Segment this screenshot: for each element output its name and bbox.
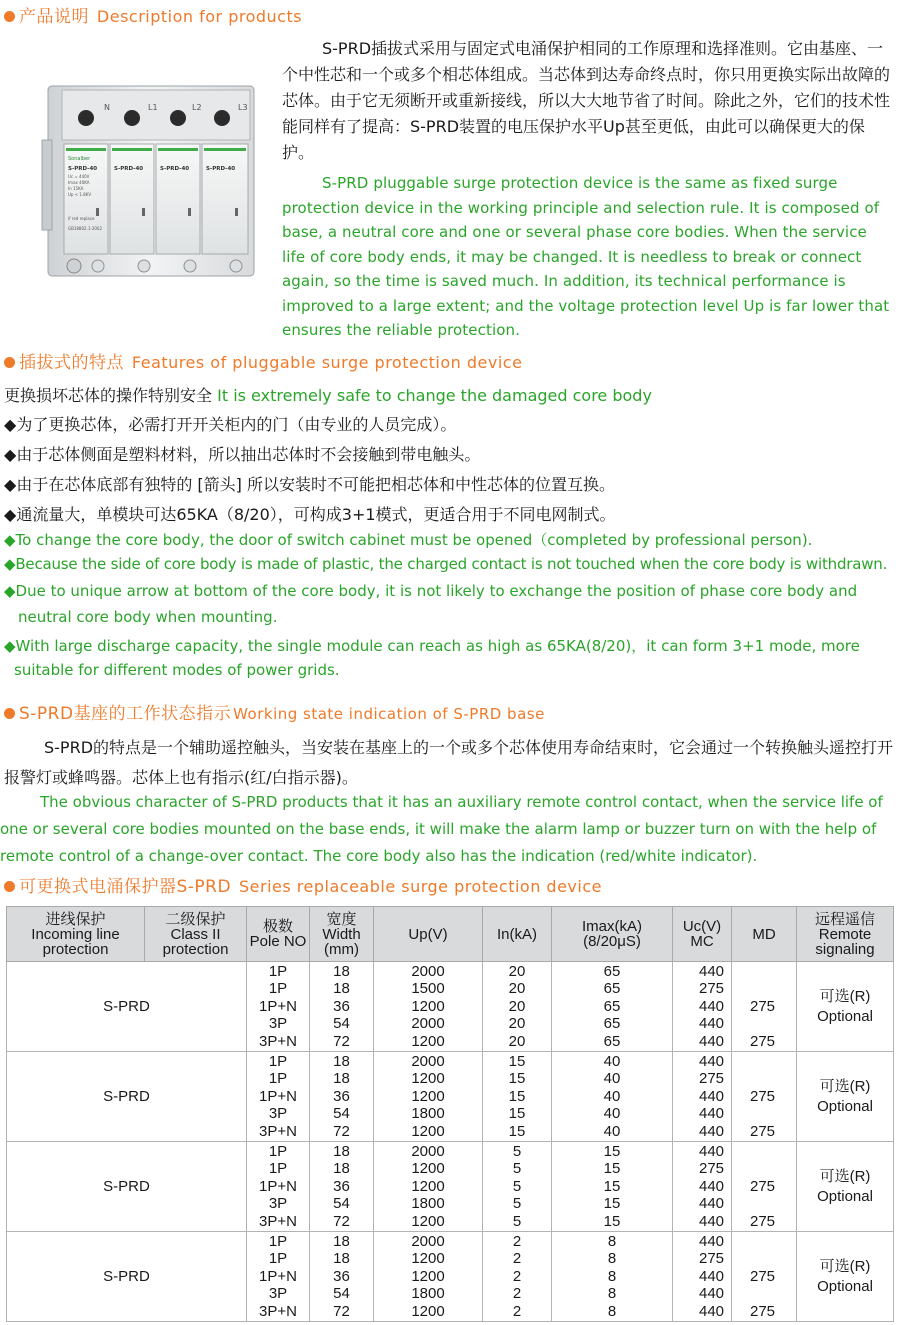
up-value: 1200 <box>411 1302 445 1320</box>
remote-cell <box>797 962 894 1052</box>
poles-value: 3P+N <box>259 1032 297 1050</box>
in-value: 20 <box>508 1015 526 1033</box>
poles-value: 1P+N <box>259 997 297 1015</box>
mc-value: 440 <box>699 1122 725 1140</box>
mc-value: 440 <box>699 1195 725 1213</box>
header-imax <box>552 907 673 962</box>
header-pole <box>247 907 310 962</box>
poles-value: 1P <box>268 962 288 980</box>
in-value: 5 <box>512 1212 522 1230</box>
imax-value: 8 <box>607 1232 617 1250</box>
in-cell <box>483 1232 552 1322</box>
poles-value: 1P <box>268 980 288 998</box>
mc-value: 440 <box>699 1285 725 1303</box>
terminal-n: N <box>104 103 110 112</box>
feature-zh-3-text: 由于在芯体底部有独特的 [箭头] 所以安装时不可能把相芯体和中性芯体的位置互换。 <box>16 475 615 494</box>
md-value: 275 <box>750 1032 776 1050</box>
description-en-content: S-PRD pluggable surge protection device is the same as fixed surge protection device in the working principle and selection rule. It is composed of base, a neutral core and one or several phase core bodies. When the service life of core body ends, it may be changed. It is needless to break or connect again, so the time is saved much. In addition, its technical performance is improved to a large extent; and the voltage protection level Up is far lower that ensures the reliable protection. <box>282 174 890 339</box>
imax-value: 65 <box>603 1032 621 1050</box>
mc-value: 440 <box>699 1302 725 1320</box>
poles-cell <box>247 1142 310 1232</box>
header-class2 <box>145 907 247 962</box>
product-name-cell: S-PRD <box>7 1232 247 1322</box>
mc-value: 440 <box>699 1232 725 1250</box>
working-state-en-content: The obvious character of S-PRD products that it has an auxiliary remote control contact, when the service life of one or several core bodies mounted on the base ends, it will make the alarm lamp or buzzer turn on with the help of remote control of a change-over contact. The core body also has the indication (red/white indicator). <box>0 793 883 865</box>
header-pole-zh: 极数 <box>262 918 293 935</box>
working-state-text-en <box>0 789 896 870</box>
md-value <box>732 1160 796 1178</box>
up-value: 1200 <box>411 1250 445 1268</box>
width-value: 36 <box>333 1267 350 1285</box>
md-value: 275 <box>750 1122 776 1140</box>
bullet-dot-icon <box>4 708 15 719</box>
feature-en-3-text: Due to unique arrow at bottom of the core body, it is not likely to exchange the position of phase core body and <box>15 582 858 600</box>
imax-value: 15 <box>603 1212 621 1230</box>
poles-value: 3P+N <box>259 1212 297 1230</box>
width-value: 36 <box>333 1177 350 1195</box>
up-value: 2000 <box>411 1142 445 1160</box>
poles-value: 3P <box>268 1195 288 1213</box>
width-value: 54 <box>333 1015 350 1033</box>
remote-zh: 可选(R) <box>819 1257 871 1275</box>
up-value: 2000 <box>411 962 445 980</box>
in-value: 15 <box>508 1122 526 1140</box>
up-value: 1800 <box>411 1105 445 1123</box>
width-cell <box>310 1232 374 1322</box>
width-value: 18 <box>333 980 350 998</box>
module-label-3: S-PRD-40 <box>160 166 190 172</box>
in-value: 5 <box>512 1160 522 1178</box>
remote-en: Optional <box>817 1097 873 1115</box>
header-width-en2: (mm) <box>324 940 359 958</box>
features-title-en: Features of pluggable surge protection device <box>131 353 523 372</box>
mc-value: 440 <box>699 997 725 1015</box>
mc-value: 275 <box>699 980 725 998</box>
features-subtitle-en: It is extremely safe to change the damaged core body <box>217 386 652 405</box>
md-value <box>732 1250 796 1268</box>
imax-value: 65 <box>603 980 621 998</box>
header-incoming-zh: 进线保护 <box>45 910 106 928</box>
up-cell <box>374 1052 483 1142</box>
imax-value: 40 <box>603 1087 621 1105</box>
imax-value: 15 <box>603 1142 621 1160</box>
diamond-bullet-icon: ◆ <box>4 582 16 600</box>
header-in: In(kA) <box>483 907 552 962</box>
md-value: 275 <box>750 1302 776 1320</box>
poles-value: 1P <box>268 1070 288 1088</box>
table-body <box>7 962 894 1322</box>
header-uc: Uc(V) <box>682 918 722 935</box>
width-value: 54 <box>333 1285 350 1303</box>
diamond-bullet-icon: ◆ <box>4 555 16 573</box>
width-value: 18 <box>333 1070 350 1088</box>
header-remote-en2: signaling <box>815 940 875 958</box>
up-value: 1200 <box>411 1032 445 1050</box>
feature-en-2 <box>4 555 887 573</box>
md-cell <box>732 1052 797 1142</box>
width-value: 36 <box>333 997 350 1015</box>
width-value: 54 <box>333 1195 350 1213</box>
md-value <box>732 1015 796 1033</box>
poles-value: 3P <box>268 1285 288 1303</box>
header-remote-en: Remote <box>818 925 872 943</box>
description-title-en: Description for products <box>96 7 303 26</box>
feature-en-3b <box>18 608 277 626</box>
description-zh-content: S-PRD插拔式采用与固定式电涌保护相同的工作原理和选择准则。它由基座、一个中性芯和一个或多个相芯体组成。当芯体到达寿命终点时，你只用更换实际出故障的芯体。由于它无须断开或重新接线，所以大大地节省了时间。除此之外，它们的技术性能同样有了提高：S-PRD装置的电压保护水平Up甚至更低，由此可以确保更大的保护。 <box>282 39 891 162</box>
header-class2-en2: protection <box>162 940 229 958</box>
in-cell <box>483 962 552 1052</box>
description-heading <box>4 2 302 27</box>
in-value: 20 <box>508 1032 526 1050</box>
up-value: 2000 <box>411 1015 445 1033</box>
poles-value: 3P <box>268 1105 288 1123</box>
feature-zh-2 <box>4 442 480 465</box>
md-value <box>732 963 796 981</box>
table-row <box>7 1142 894 1232</box>
header-width-en: Width <box>322 925 361 943</box>
bullet-dot-icon <box>4 11 15 22</box>
up-value: 1500 <box>411 980 445 998</box>
mc-value: 440 <box>699 1212 725 1230</box>
md-value <box>732 1195 796 1213</box>
diamond-bullet-icon: ◆ <box>4 637 16 655</box>
poles-value: 1P <box>268 1250 288 1268</box>
up-value: 1200 <box>411 1070 445 1088</box>
up-cell <box>374 1232 483 1322</box>
md-value <box>732 1285 796 1303</box>
table-row <box>7 962 894 1052</box>
header-pole-en: Pole NO <box>249 933 307 950</box>
md-value <box>732 1053 796 1071</box>
in-value: 20 <box>508 980 526 998</box>
header-incoming <box>7 907 145 962</box>
mc-cell <box>673 1142 732 1232</box>
header-mc: MC <box>690 933 714 950</box>
mc-value: 440 <box>699 1015 725 1033</box>
diamond-bullet-icon: ◆ <box>4 531 16 549</box>
in-value: 15 <box>508 1070 526 1088</box>
up-value: 1800 <box>411 1195 445 1213</box>
md-value <box>732 1233 796 1251</box>
spec-up: Up < 1.8KV <box>68 192 92 197</box>
up-value: 1200 <box>411 1087 445 1105</box>
in-value: 2 <box>512 1267 522 1285</box>
in-value: 5 <box>512 1177 522 1195</box>
module-label-2: S-PRD-40 <box>114 166 144 172</box>
in-value: 5 <box>512 1195 522 1213</box>
mc-value: 440 <box>699 1177 725 1195</box>
in-value: 2 <box>512 1302 522 1320</box>
up-cell <box>374 1142 483 1232</box>
in-value: 15 <box>508 1052 526 1070</box>
table-row <box>7 1052 894 1142</box>
up-cell <box>374 962 483 1052</box>
spec-table <box>6 906 894 1322</box>
up-value: 1200 <box>411 1160 445 1178</box>
in-value: 5 <box>512 1142 522 1160</box>
module-label-1: S-PRD-40 <box>68 166 98 172</box>
features-title-zh: 插拔式的特点 <box>19 353 124 373</box>
imax-value: 65 <box>603 962 621 980</box>
width-cell <box>310 1052 374 1142</box>
feature-zh-1 <box>4 412 456 435</box>
spec-in: In 15KA <box>68 186 84 191</box>
poles-cell <box>247 962 310 1052</box>
mc-value: 275 <box>699 1160 725 1178</box>
width-cell <box>310 1142 374 1232</box>
in-value: 20 <box>508 962 526 980</box>
feature-en-4 <box>4 635 860 656</box>
imax-value: 8 <box>607 1250 617 1268</box>
md-cell <box>732 962 797 1052</box>
md-value: 275 <box>750 1267 776 1285</box>
up-value: 2000 <box>411 1232 445 1250</box>
md-value: 275 <box>750 997 776 1015</box>
module-label-4: S-PRD-40 <box>206 166 236 172</box>
feature-zh-4-text: 通流量大，单模块可达65KA（8/20），可构成3+1模式，更适合用于不同电网制式。 <box>16 505 616 524</box>
imax-value: 40 <box>603 1052 621 1070</box>
header-uc-mc <box>673 907 732 962</box>
md-cell <box>732 1232 797 1322</box>
in-value: 2 <box>512 1250 522 1268</box>
md-value <box>732 980 796 998</box>
product-name-cell: S-PRD <box>7 1052 247 1142</box>
brand-label: Sonalber <box>68 156 91 162</box>
imax-value: 65 <box>603 997 621 1015</box>
product-name-cell: S-PRD <box>7 962 247 1052</box>
mc-value: 440 <box>699 1267 725 1285</box>
header-remote-zh: 远程遥信 <box>814 910 875 928</box>
poles-value: 1P+N <box>259 1267 297 1285</box>
table-title-zh: 可更换式电涌保护器S-PRD <box>19 877 232 897</box>
diamond-bullet-icon: ◆ <box>4 475 17 494</box>
header-md: MD <box>732 907 797 962</box>
width-value: 72 <box>333 1302 350 1320</box>
remote-zh: 可选(R) <box>819 1167 871 1185</box>
header-width <box>310 907 374 962</box>
in-value: 20 <box>508 997 526 1015</box>
feature-en-4-text: With large discharge capacity, the single module can reach as high as 65KA(8/20)，it can form 3+1 mode, more <box>15 637 860 655</box>
module-note: if red replace <box>68 216 95 221</box>
md-value <box>732 1070 796 1088</box>
md-value <box>732 1143 796 1161</box>
width-value: 18 <box>333 1142 350 1160</box>
imax-value: 40 <box>603 1105 621 1123</box>
bullet-dot-icon <box>4 881 15 892</box>
imax-cell <box>552 1232 673 1322</box>
width-value: 18 <box>333 1160 350 1178</box>
header-imax-wave: (8/20μS) <box>583 933 641 950</box>
spec-uc: Uc = 440V <box>68 174 90 179</box>
table-header-row <box>7 907 894 962</box>
imax-value: 8 <box>607 1267 617 1285</box>
feature-en-2-text: Because the side of core body is made of plastic, the charged contact is not touched when the core body is withdrawn. <box>15 555 888 573</box>
up-value: 1200 <box>411 1122 445 1140</box>
product-image <box>40 80 262 285</box>
width-value: 72 <box>333 1212 350 1230</box>
md-cell <box>732 1142 797 1232</box>
imax-value: 8 <box>607 1285 617 1303</box>
features-subtitle <box>4 383 652 406</box>
header-up: Up(V) <box>374 907 483 962</box>
in-cell <box>483 1052 552 1142</box>
terminal-l3: L3 <box>238 103 248 112</box>
remote-en: Optional <box>817 1187 873 1205</box>
bullet-dot-icon <box>4 357 15 368</box>
imax-value: 15 <box>603 1177 621 1195</box>
mc-cell <box>673 1052 732 1142</box>
working-state-heading <box>4 699 545 724</box>
module-standard: GB18802.1-2002 <box>68 226 103 231</box>
header-incoming-en2: protection <box>42 940 109 958</box>
working-state-title-zh: S-PRD基座的工作状态指示 <box>19 704 232 724</box>
mc-value: 440 <box>699 1105 725 1123</box>
imax-cell <box>552 1052 673 1142</box>
working-state-title-en: Working state indication of S-PRD base <box>233 705 545 723</box>
in-value: 15 <box>508 1087 526 1105</box>
product-name-cell: S-PRD <box>7 1142 247 1232</box>
table-row <box>7 1232 894 1322</box>
width-cell <box>310 962 374 1052</box>
md-value <box>732 1105 796 1123</box>
width-value: 72 <box>333 1032 350 1050</box>
width-value: 18 <box>333 1052 350 1070</box>
feature-zh-4 <box>4 502 616 525</box>
feature-en-1-text: To change the core body, the door of switch cabinet must be opened（completed by professional person). <box>15 531 813 549</box>
imax-cell <box>552 962 673 1052</box>
remote-en: Optional <box>817 1007 873 1025</box>
poles-value: 1P <box>268 1142 288 1160</box>
header-class2-zh: 二级保护 <box>165 910 226 928</box>
up-value: 1200 <box>411 1267 445 1285</box>
imax-value: 40 <box>603 1122 621 1140</box>
poles-value: 1P <box>268 1232 288 1250</box>
up-value: 1800 <box>411 1285 445 1303</box>
up-value: 1200 <box>411 1212 445 1230</box>
terminal-l2: L2 <box>192 103 202 112</box>
features-heading <box>4 348 522 373</box>
poles-value: 3P <box>268 1015 288 1033</box>
feature-en-4b-text: suitable for different modes of power grids. <box>14 661 340 679</box>
poles-value: 1P+N <box>259 1087 297 1105</box>
md-value: 275 <box>750 1177 776 1195</box>
feature-zh-3 <box>4 472 615 495</box>
header-class2-en: Class II <box>170 925 221 943</box>
mc-value: 275 <box>699 1070 725 1088</box>
diamond-bullet-icon: ◆ <box>4 445 17 464</box>
imax-value: 15 <box>603 1160 621 1178</box>
working-state-text-zh <box>4 733 894 793</box>
remote-zh: 可选(R) <box>819 987 871 1005</box>
terminal-l1: L1 <box>148 103 158 112</box>
feature-en-4b <box>14 661 340 679</box>
imax-value: 40 <box>603 1070 621 1088</box>
width-value: 54 <box>333 1105 350 1123</box>
md-value: 275 <box>750 1212 776 1230</box>
feature-zh-1-text: 为了更换芯体，必需打开开关柜内的门（由专业的人员完成）。 <box>16 415 457 434</box>
feature-zh-2-text: 由于芯体侧面是塑料材料，所以抽出芯体时不会接触到带电触头。 <box>16 445 481 464</box>
feature-en-3 <box>4 582 857 600</box>
diamond-bullet-icon: ◆ <box>4 505 17 524</box>
mc-value: 275 <box>699 1250 725 1268</box>
remote-en: Optional <box>817 1277 873 1295</box>
up-value: 2000 <box>411 1052 445 1070</box>
spec-imax: Imax 40KA <box>68 180 90 185</box>
mc-cell <box>673 962 732 1052</box>
table-title-en: Series replaceable surge protection device <box>239 877 602 896</box>
poles-value: 1P <box>268 1052 288 1070</box>
features-subtitle-zh: 更换损坏芯体的操作特别安全 <box>4 386 213 405</box>
remote-cell <box>797 1142 894 1232</box>
remote-cell <box>797 1052 894 1142</box>
width-value: 18 <box>333 1232 350 1250</box>
in-cell <box>483 1142 552 1232</box>
header-remote <box>797 907 894 962</box>
poles-value: 1P+N <box>259 1177 297 1195</box>
working-state-zh-content: S-PRD的特点是一个辅助遥控触头，当安装在基座上的一个或多个芯体使用寿命结束时，它会通过一个转换触头遥控打开报警灯或蜂鸣器。芯体上也有指示(红/白指示器)。 <box>4 738 894 787</box>
mc-value: 440 <box>699 1087 725 1105</box>
poles-value: 1P <box>268 1160 288 1178</box>
width-value: 72 <box>333 1122 350 1140</box>
in-value: 2 <box>512 1232 522 1250</box>
description-text-en <box>282 171 894 343</box>
feature-en-1 <box>4 529 812 550</box>
mc-cell <box>673 1232 732 1322</box>
up-value: 1200 <box>411 1177 445 1195</box>
mc-value: 440 <box>699 1052 725 1070</box>
poles-cell <box>247 1052 310 1142</box>
md-value: 275 <box>750 1087 776 1105</box>
imax-value: 8 <box>607 1302 617 1320</box>
description-title-zh: 产品说明 <box>19 7 89 27</box>
imax-value: 15 <box>603 1195 621 1213</box>
remote-zh: 可选(R) <box>819 1077 871 1095</box>
feature-en-3b-text: neutral core body when mounting. <box>18 608 278 626</box>
width-value: 18 <box>333 1250 350 1268</box>
in-value: 15 <box>508 1105 526 1123</box>
in-value: 2 <box>512 1285 522 1303</box>
header-incoming-en: Incoming line <box>31 925 120 943</box>
mc-value: 440 <box>699 962 725 980</box>
mc-value: 440 <box>699 1032 725 1050</box>
width-value: 36 <box>333 1087 350 1105</box>
imax-value: 65 <box>603 1015 621 1033</box>
header-imax-main: Imax(kA) <box>582 918 642 935</box>
description-text-zh <box>282 36 894 166</box>
diamond-bullet-icon: ◆ <box>4 415 17 434</box>
poles-cell <box>247 1232 310 1322</box>
table-heading <box>4 872 602 897</box>
width-value: 18 <box>333 962 350 980</box>
remote-cell <box>797 1232 894 1322</box>
poles-value: 3P+N <box>259 1122 297 1140</box>
mc-value: 440 <box>699 1142 725 1160</box>
header-width-zh: 宽度 <box>326 910 357 928</box>
imax-cell <box>552 1142 673 1232</box>
poles-value: 3P+N <box>259 1302 297 1320</box>
up-value: 1200 <box>411 997 445 1015</box>
